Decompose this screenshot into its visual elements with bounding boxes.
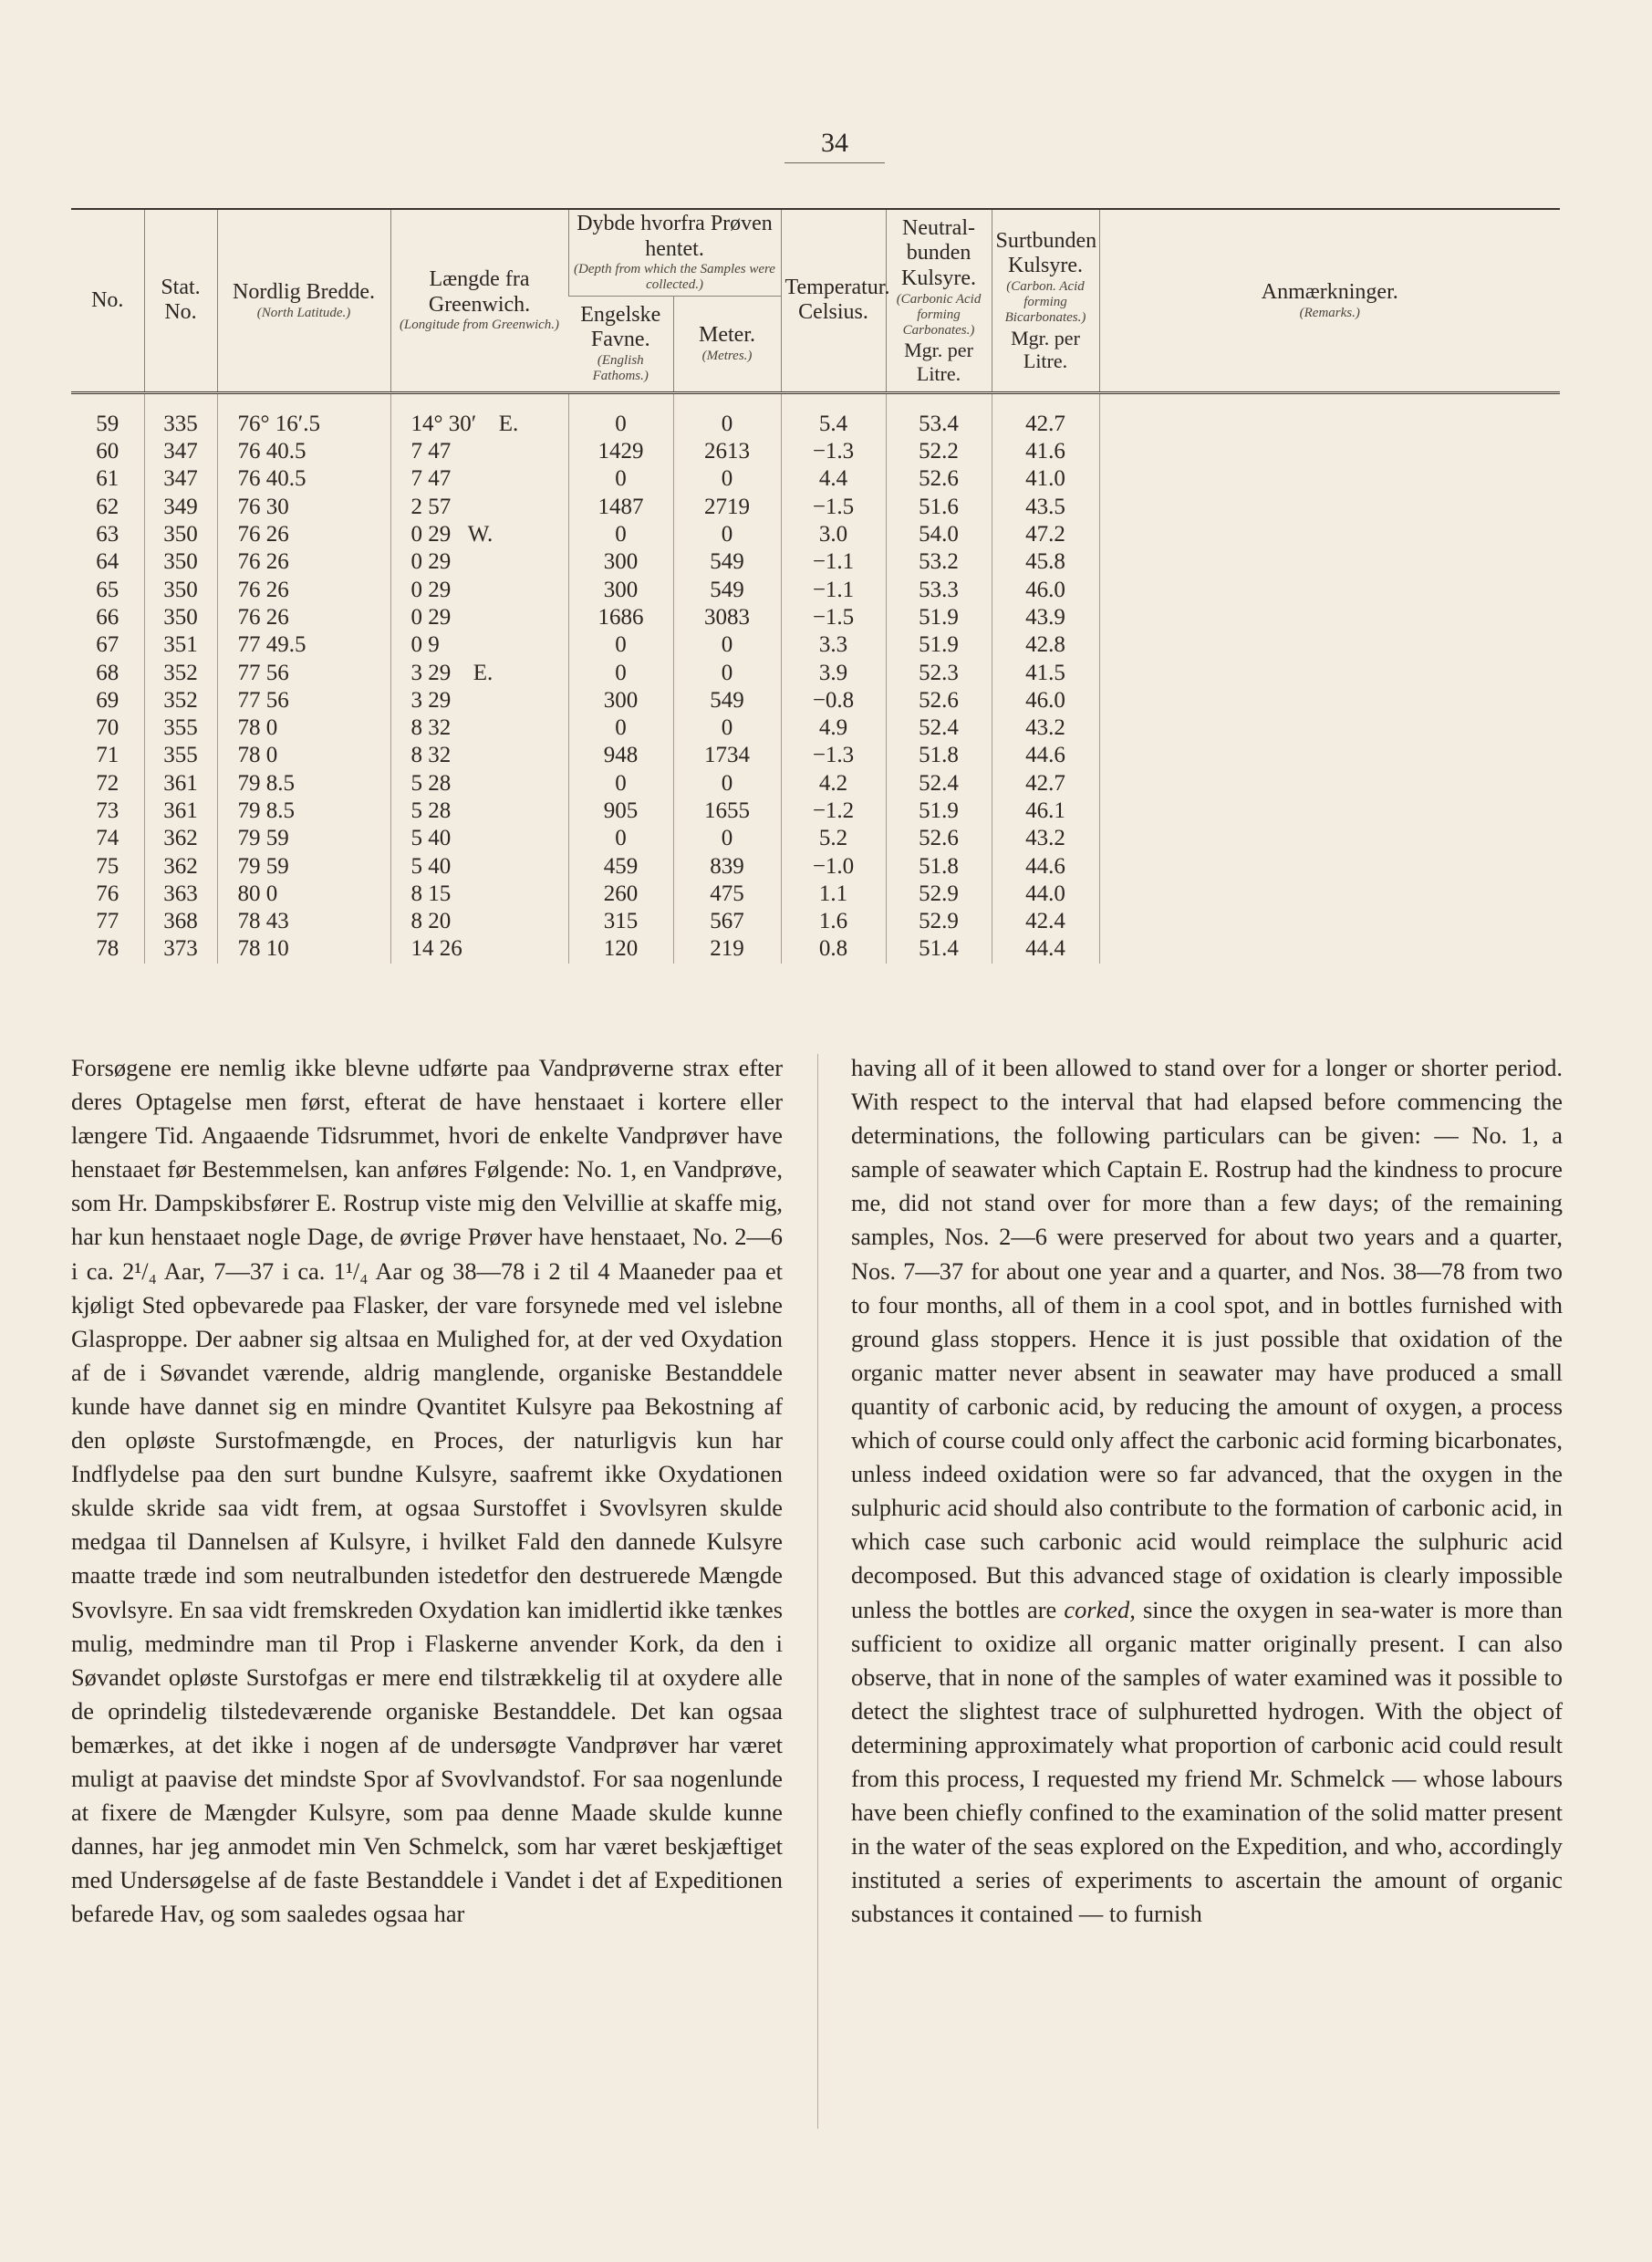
- header-temperature: Temperatur. Celsius.: [781, 209, 886, 392]
- cell-longitude: 0 9: [390, 631, 568, 659]
- column-divider: [817, 1054, 818, 2129]
- cell-no: 68: [96, 660, 119, 685]
- cell-stat: 362: [144, 852, 217, 880]
- cell-fathoms: 0: [568, 770, 673, 797]
- cell-neutral-carbonic: 52.6: [886, 465, 992, 493]
- cell-longitude: 0 29: [390, 576, 568, 603]
- cell-stat: 361: [144, 770, 217, 797]
- header-neutral-carbonic: Neutral-bunden Kulsyre. (Carbonic Acid forming Carbonates.) Mgr. per Litre.: [886, 209, 992, 392]
- cell-remarks: [1099, 392, 1560, 963]
- cell-temperature: 3.9: [781, 659, 886, 686]
- header-half-bound-carbonic: Surtbunden Kulsyre. (Carbon. Acid forming Bicarbonates.) Mgr. per Litre.: [992, 209, 1099, 392]
- cell-no: 65: [96, 577, 119, 602]
- cell-temperature: 4.9: [781, 714, 886, 742]
- cell-temperature: −1.1: [781, 576, 886, 603]
- cell-neutral-carbonic: 51.9: [886, 631, 992, 659]
- cell-temperature: −1.1: [781, 548, 886, 576]
- cell-latitude: 77 56: [217, 659, 390, 686]
- cell-direction: E.: [498, 411, 519, 436]
- cell-temperature: −1.5: [781, 494, 886, 521]
- cell-half-bound-carbonic: 42.8: [992, 631, 1099, 659]
- page-number: 34: [784, 128, 885, 163]
- cell-stat: 350: [144, 576, 217, 603]
- cell-latitude: 76 26: [217, 604, 390, 631]
- cell-neutral-carbonic: 53.3: [886, 576, 992, 603]
- cell-latitude: 76 26: [217, 521, 390, 548]
- cell-no: 72: [96, 770, 119, 796]
- cell-metres: 0: [673, 825, 781, 852]
- cell-metres: 3083: [673, 604, 781, 631]
- cell-metres: 549: [673, 687, 781, 714]
- cell-latitude: 79 8.5: [217, 770, 390, 797]
- cell-half-bound-carbonic: 41.0: [992, 465, 1099, 493]
- cell-temperature: 4.4: [781, 465, 886, 493]
- cell-fathoms: 948: [568, 742, 673, 769]
- cell-neutral-carbonic: 52.4: [886, 714, 992, 742]
- cell-metres: 0: [673, 770, 781, 797]
- cell-temperature: 1.1: [781, 881, 886, 908]
- cell-no: 75: [96, 853, 119, 879]
- cell-temperature: −1.2: [781, 797, 886, 825]
- cell-neutral-carbonic: 52.4: [886, 770, 992, 797]
- cell-stat: 352: [144, 687, 217, 714]
- cell-metres: 0: [673, 521, 781, 548]
- cell-no: 70: [96, 715, 119, 741]
- cell-half-bound-carbonic: 43.2: [992, 825, 1099, 852]
- cell-temperature: 3.3: [781, 631, 886, 659]
- cell-stat: 350: [144, 521, 217, 548]
- cell-stat: 368: [144, 908, 217, 935]
- cell-longitude: 5 40: [390, 852, 568, 880]
- cell-stat: 373: [144, 935, 217, 963]
- cell-metres: 567: [673, 908, 781, 935]
- header-fathoms: Engelske Favne. (English Fathoms.): [568, 296, 673, 392]
- cell-metres: 2719: [673, 494, 781, 521]
- cell-half-bound-carbonic: 43.2: [992, 714, 1099, 742]
- cell-neutral-carbonic: 52.6: [886, 825, 992, 852]
- cell-fathoms: 1429: [568, 438, 673, 465]
- cell-temperature: −1.5: [781, 604, 886, 631]
- cell-longitude: 8 32: [390, 742, 568, 769]
- cell-longitude: 2 57: [390, 494, 568, 521]
- cell-fathoms: 0: [568, 521, 673, 548]
- cell-longitude: 7 47: [390, 438, 568, 465]
- cell-neutral-carbonic: 51.4: [886, 935, 992, 963]
- cell-fathoms: 300: [568, 687, 673, 714]
- header-latitude: Nordlig Bredde. (North Latitude.): [217, 209, 390, 392]
- cell-longitude: 0 29 W.: [390, 521, 568, 548]
- cell-metres: 0: [673, 465, 781, 493]
- cell-no: 76: [96, 881, 119, 906]
- cell-no: 66: [96, 604, 119, 630]
- cell-no: 69: [96, 687, 119, 713]
- cell-stat: 361: [144, 797, 217, 825]
- cell-half-bound-carbonic: 46.1: [992, 797, 1099, 825]
- cell-neutral-carbonic: 52.2: [886, 438, 992, 465]
- cell-temperature: 5.4: [781, 392, 886, 438]
- english-text-column: [851, 1051, 1563, 1931]
- cell-longitude: 14° 30′ E.: [390, 392, 568, 438]
- cell-latitude: 77 49.5: [217, 631, 390, 659]
- cell-fathoms: 300: [568, 548, 673, 576]
- cell-stat: 351: [144, 631, 217, 659]
- cell-stat: 363: [144, 881, 217, 908]
- cell-neutral-carbonic: 51.9: [886, 604, 992, 631]
- chemistry-data-table: [71, 208, 1560, 964]
- header-stat: Stat. No.: [144, 209, 217, 392]
- cell-half-bound-carbonic: 43.5: [992, 494, 1099, 521]
- cell-neutral-carbonic: 54.0: [886, 521, 992, 548]
- cell-longitude: 5 28: [390, 770, 568, 797]
- cell-metres: 0: [673, 392, 781, 438]
- cell-temperature: 5.2: [781, 825, 886, 852]
- cell-metres: 549: [673, 548, 781, 576]
- cell-longitude: 8 20: [390, 908, 568, 935]
- cell-temperature: −1.3: [781, 742, 886, 769]
- cell-longitude: 8 32: [390, 714, 568, 742]
- cell-temperature: −1.0: [781, 852, 886, 880]
- cell-longitude: 3 29 E.: [390, 659, 568, 686]
- cell-half-bound-carbonic: 41.6: [992, 438, 1099, 465]
- cell-half-bound-carbonic: 44.6: [992, 742, 1099, 769]
- cell-stat: 347: [144, 438, 217, 465]
- cell-half-bound-carbonic: 44.4: [992, 935, 1099, 963]
- cell-half-bound-carbonic: 46.0: [992, 687, 1099, 714]
- cell-latitude: 79 8.5: [217, 797, 390, 825]
- cell-latitude: 79 59: [217, 825, 390, 852]
- cell-no: 62: [96, 494, 119, 519]
- cell-fathoms: 315: [568, 908, 673, 935]
- cell-stat: 355: [144, 742, 217, 769]
- header-remarks: Anmærkninger. (Remarks.): [1099, 209, 1560, 392]
- cell-latitude: 76 40.5: [217, 438, 390, 465]
- cell-temperature: 0.8: [781, 935, 886, 963]
- cell-metres: 475: [673, 881, 781, 908]
- cell-latitude: 78 10: [217, 935, 390, 963]
- cell-temperature: −1.3: [781, 438, 886, 465]
- header-depth: Dybde hvorfra Prøven hentet. (Depth from which the Samples were collected.): [568, 209, 781, 296]
- cell-fathoms: 0: [568, 631, 673, 659]
- cell-longitude: 8 15: [390, 881, 568, 908]
- cell-half-bound-carbonic: 45.8: [992, 548, 1099, 576]
- cell-metres: 1655: [673, 797, 781, 825]
- cell-fathoms: 905: [568, 797, 673, 825]
- cell-no: 63: [96, 522, 119, 547]
- cell-latitude: 78 0: [217, 714, 390, 742]
- cell-no: 77: [96, 909, 119, 934]
- cell-longitude: 5 28: [390, 797, 568, 825]
- cell-latitude: 80 0: [217, 881, 390, 908]
- cell-half-bound-carbonic: 42.4: [992, 908, 1099, 935]
- emphasis-corked: corked,: [1064, 1595, 1136, 1623]
- cell-longitude: 0 29: [390, 548, 568, 576]
- cell-stat: 352: [144, 659, 217, 686]
- cell-latitude: 76 26: [217, 548, 390, 576]
- cell-metres: 219: [673, 935, 781, 963]
- cell-half-bound-carbonic: 42.7: [992, 392, 1099, 438]
- cell-longitude: 14 26: [390, 935, 568, 963]
- cell-metres: 1734: [673, 742, 781, 769]
- cell-metres: 2613: [673, 438, 781, 465]
- cell-latitude: 76° 16′.5: [217, 392, 390, 438]
- cell-stat: 355: [144, 714, 217, 742]
- cell-neutral-carbonic: 51.6: [886, 494, 992, 521]
- cell-stat: 347: [144, 465, 217, 493]
- cell-fathoms: 1686: [568, 604, 673, 631]
- cell-metres: 0: [673, 659, 781, 686]
- cell-half-bound-carbonic: 46.0: [992, 576, 1099, 603]
- cell-fathoms: 1487: [568, 494, 673, 521]
- header-no: No.: [71, 209, 144, 392]
- cell-fathoms: 0: [568, 714, 673, 742]
- cell-metres: 549: [673, 576, 781, 603]
- cell-neutral-carbonic: 51.8: [886, 852, 992, 880]
- cell-neutral-carbonic: 53.2: [886, 548, 992, 576]
- cell-stat: 350: [144, 604, 217, 631]
- cell-fathoms: 0: [568, 825, 673, 852]
- cell-neutral-carbonic: 52.6: [886, 687, 992, 714]
- header-metres: Meter. (Metres.): [673, 296, 781, 392]
- cell-half-bound-carbonic: 42.7: [992, 770, 1099, 797]
- danish-text-column: [71, 1051, 783, 1931]
- cell-fathoms: 260: [568, 881, 673, 908]
- cell-fathoms: 0: [568, 392, 673, 438]
- cell-latitude: 76 40.5: [217, 465, 390, 493]
- cell-latitude: 78 43: [217, 908, 390, 935]
- cell-latitude: 79 59: [217, 852, 390, 880]
- cell-direction: W.: [467, 522, 494, 547]
- cell-no: 64: [96, 549, 119, 575]
- cell-latitude: 77 56: [217, 687, 390, 714]
- cell-half-bound-carbonic: 47.2: [992, 521, 1099, 548]
- cell-no: 71: [96, 743, 119, 768]
- english-paragraph: having all of it been allowed to stand over for a longer or shorter period. With respect to the interval that had elapsed before commencing the determinations, the following particulars can be given: — No. 1, a sample of seawater which Captain E. Rostrup had the kindness to procure me, did not stand over for more than a few days; of the remaining samples, Nos. 2—6 were preserved for about two years and a quarter, Nos. 7—37 for about one year and a quarter, and Nos. 38—78 from two to four months, all of them in a cool spot, and in bottles furnished with ground glass stoppers. Hence it is just possible that oxidation of the organic matter never absent in seawater may have produced a small quantity of carbonic acid, by reducing the amount of oxygen, a process which of course could only affect the carbonic acid forming bicarbonates, unless indeed oxidation were so far advanced, that the oxygen in the sulphuric acid should also contribute to the formation of carbonic acid, in which case such carbonic acid would reimplace the sulphuric acid decomposed. But this advanced stage of oxidation is clearly impossible unless the bottles are corked, since the oxygen in sea-water is more than sufficient to oxidize all organic matter originally present. I can also observe, that in none of the samples of water examined was it possible to detect the slightest trace of sulphuretted hydrogen. With the object of determining approximately what proportion of carbonic acid could result from this process, I requested my friend Mr. Schmelck — whose labours have been chiefly confined to the examination of the solid matter present in the water of the seas explored on the Expedition, and who, accordingly instituted a series of experiments to ascertain the amount of organic substances it contained — to furnish: [851, 1054, 1563, 1928]
- cell-stat: 362: [144, 825, 217, 852]
- header-longitude: Længde fra Greenwich. (Longitude from Greenwich.): [390, 209, 568, 392]
- cell-metres: 0: [673, 631, 781, 659]
- cell-no: 60: [96, 439, 119, 464]
- cell-no: 59: [96, 411, 119, 436]
- cell-latitude: 76 26: [217, 576, 390, 603]
- cell-longitude: 5 40: [390, 825, 568, 852]
- cell-temperature: 3.0: [781, 521, 886, 548]
- cell-temperature: 4.2: [781, 770, 886, 797]
- cell-metres: 0: [673, 714, 781, 742]
- cell-neutral-carbonic: 52.9: [886, 908, 992, 935]
- cell-fathoms: 300: [568, 576, 673, 603]
- cell-no: 73: [96, 797, 119, 823]
- cell-fathoms: 0: [568, 465, 673, 493]
- cell-neutral-carbonic: 52.9: [886, 881, 992, 908]
- cell-longitude: 0 29: [390, 604, 568, 631]
- cell-stat: 349: [144, 494, 217, 521]
- cell-metres: 839: [673, 852, 781, 880]
- cell-longitude: 7 47: [390, 465, 568, 493]
- cell-neutral-carbonic: 51.9: [886, 797, 992, 825]
- cell-stat: 350: [144, 548, 217, 576]
- cell-longitude: 3 29: [390, 687, 568, 714]
- table-body: [71, 392, 1560, 963]
- cell-half-bound-carbonic: 44.0: [992, 881, 1099, 908]
- cell-fathoms: 459: [568, 852, 673, 880]
- cell-no: 78: [96, 936, 119, 962]
- cell-temperature: −0.8: [781, 687, 886, 714]
- cell-fathoms: 120: [568, 935, 673, 963]
- danish-paragraph: Forsøgene ere nemlig ikke blevne udførte paa Vandprøverne strax efter deres Optagelse men først, efterat de have henstaaet i kortere eller længere Tid. Angaaende Tidsrummet, hvori de enkelte Vandprøver have henstaaet før Bestemmelsen, kan anføres Følgende: No. 1, en Vandprøve, som Hr. Dampskibsfører E. Rostrup viste mig den Velvillie at skaffe mig, har kun henstaaet nogle Dage, de øvrige Prøver have henstaaet, No. 2—6 i ca. 2¹/₄ Aar, 7—37 i ca. 1¹/₄ Aar og 38—78 i 2 til 4 Maaneder paa et kjøligt Sted opbevarede paa Flasker, der vare forsynede med vel islebne Glasproppe. Der aabner sig altsaa en Mulighed for, at der ved Oxydation af de i Søvandet værende, aldrig manglende, organiske Bestanddele kunde have dannet sig en mindre Qvantitet Kulsyre paa Bekostning af den opløste Surstofmængde, en Proces, der naturligvis kun har Indflydelse paa den surt bundne Kulsyre, saafremt ikke Oxydationen skulde skride saa vidt frem, at ogsaa Surstoffet i Svovlsyren skulde medgaa til Dannelsen af Kulsyre, i hvilket Fald den dannede Kulsyre maatte træde ind som neutralbunden istedetfor den destruerede Mængde Svovlsyre. En saa vidt fremskreden Oxydation kan imidlertid ikke tænkes mulig, medmindre man til Prop i Flaskerne anvender Kork, da den i Søvandet opløste Surstofgas er mere end tilstrækkelig til at oxydere alle de oprindelig tilstedeværende organiske Bestanddele. Det kan ogsaa bemærkes, at det ikke i nogen af de undersøgte Vandprøver har været muligt at paavise det mindste Spor af Svovlvandstof. For saa nogenlunde at fixere de Mængder Kulsyre, som paa denne Maade skulde kunne dannes, har jeg anmodet min Ven Schmelck, som har været beskjæftiget med Undersøgelse af de faste Bestanddele i Vandet i det af Expeditionen befarede Hav, og som saaledes ogsaa har: [71, 1054, 783, 1928]
- cell-no: 61: [96, 466, 119, 492]
- cell-half-bound-carbonic: 44.6: [992, 852, 1099, 880]
- cell-stat: 335: [144, 392, 217, 438]
- cell-no: 67: [96, 632, 119, 658]
- cell-latitude: 78 0: [217, 742, 390, 769]
- cell-neutral-carbonic: 51.8: [886, 742, 992, 769]
- cell-direction: E.: [473, 660, 494, 685]
- cell-temperature: 1.6: [781, 908, 886, 935]
- cell-neutral-carbonic: 52.3: [886, 659, 992, 686]
- cell-fathoms: 0: [568, 659, 673, 686]
- cell-half-bound-carbonic: 43.9: [992, 604, 1099, 631]
- cell-half-bound-carbonic: 41.5: [992, 659, 1099, 686]
- cell-neutral-carbonic: 53.4: [886, 392, 992, 438]
- table-row: [71, 392, 1560, 438]
- cell-no: 74: [96, 826, 119, 851]
- cell-latitude: 76 30: [217, 494, 390, 521]
